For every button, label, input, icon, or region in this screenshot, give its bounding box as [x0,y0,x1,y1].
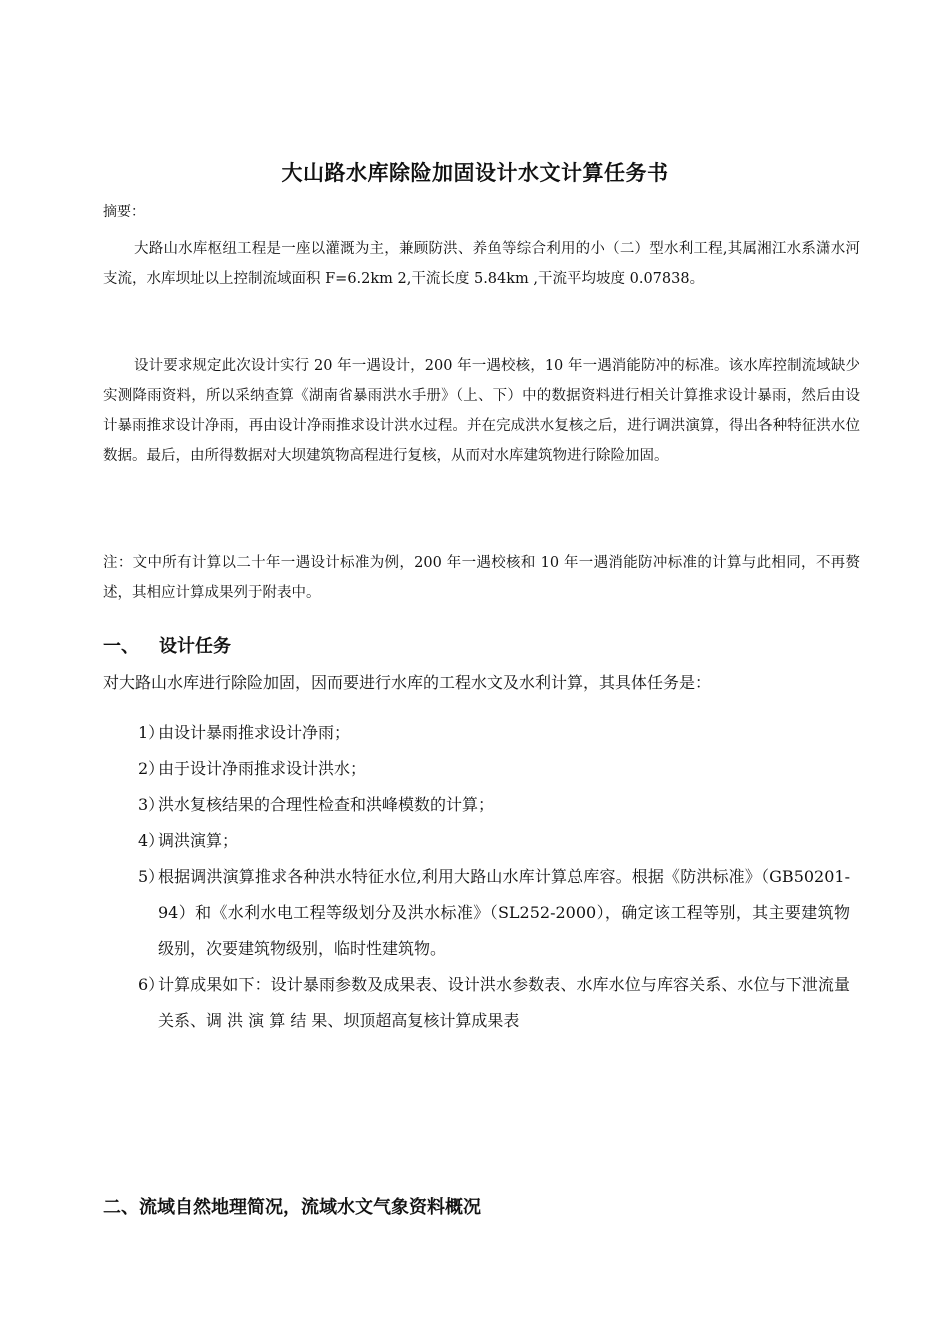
list-item-number: 4） [138,831,165,850]
list-item-text: 洪水复核结果的合理性检查和洪峰模数的计算； [158,795,495,814]
list-item-text: 由于设计净雨推求设计洪水； [158,759,367,778]
abstract-label: 摘要： [103,204,145,220]
document-title: 大山路水库除险加固设计水文计算任务书 [281,161,669,185]
list-item [138,751,850,787]
list-item-number: 1） [138,723,165,742]
list-item-number: 5） [138,867,165,886]
task-list [138,715,850,1039]
list-item-text: 由设计暴雨推求设计净雨； [158,723,351,742]
list-item [138,787,850,823]
note-paragraph: 注：文中所有计算以二十年一遇设计标准为例，200 年一遇校核和 10 年一遇消能防冲标准的计算与此相同，不再赘述，其相应计算成果列于附表中。 [103,555,860,601]
list-item-text: 根据调洪演算推求各种洪水特征水位,利用大路山水库计算总库容。根据《防洪标准》（GB50201-94）和《水利水电工程等级划分及洪水标准》（SL252-2000），确定该工程等别，其主要建筑物级别，次要建筑物级别，临时性建筑物。 [158,867,850,958]
list-item-number: 3） [138,795,165,814]
list-item-text: 调洪演算； [158,831,239,850]
list-item [138,859,850,967]
list-item [138,967,850,1039]
section-2-heading: 二、流域自然地理简况，流域水文气象资料概况 [103,1197,481,1218]
section-1-number: 一、 [103,636,139,657]
list-item-number: 6） [138,975,165,994]
section-1-title: 设计任务 [159,636,231,657]
section-1-heading [103,632,231,658]
abstract-paragraph-1: 大路山水库枢纽工程是一座以灌溉为主，兼顾防洪、养鱼等综合利用的小（二）型水利工程,其属湘江水系潇水河支流，水库坝址以上控制流域面积 F=6.2km 2,干流长度 5.84km ,干流平均坡度 0.07838。 [103,241,860,287]
list-item [138,715,850,751]
list-item-text: 计算成果如下：设计暴雨参数及成果表、设计洪水参数表、水库水位与库容关系、水位与下泄流量关系、调 洪 演 算 结 果、坝顶超高复核计算成果表 [158,975,850,1030]
list-item-number: 2） [138,759,165,778]
list-item [138,823,850,859]
abstract-paragraph-2: 设计要求规定此次设计实行 20 年一遇设计，200 年一遇校核，10 年一遇消能防冲的标准。该水库控制流域缺少实测降雨资料，所以采纳查算《湖南省暴雨洪水手册》（上、下）中的数据资料进行相关计算推求设计暴雨，然后由设计暴雨推求设计净雨，再由设计净雨推求设计洪水过程。并在完成洪水复核之后，进行调洪演算，得出各种特征洪水位数据。最后，由所得数据对大坝建筑物高程进行复核，从而对水库建筑物进行除险加固。 [103,358,860,464]
section-1-intro: 对大路山水库进行除险加固，因而要进行水库的工程水文及水利计算，其具体任务是： [103,673,712,692]
